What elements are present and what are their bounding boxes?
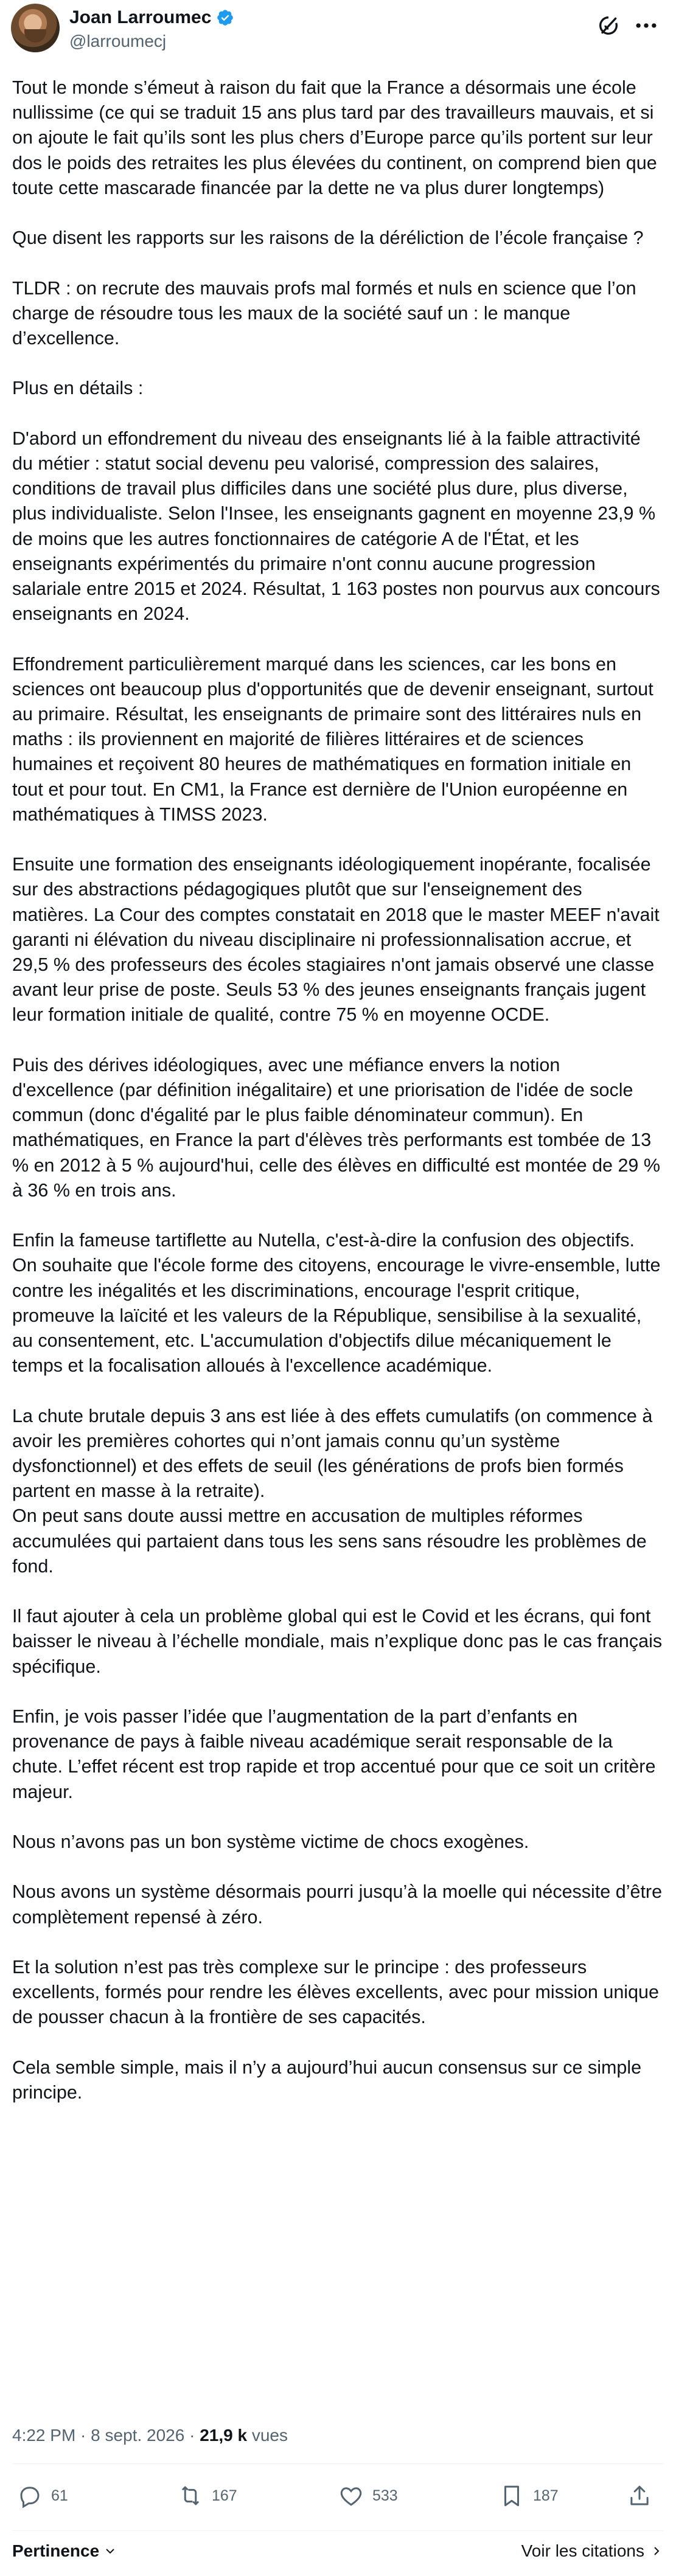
reply-button[interactable] <box>17 2483 68 2508</box>
views-label: vues <box>247 2426 288 2445</box>
sort-label: Pertinence <box>12 2541 100 2560</box>
share-icon <box>627 2483 652 2508</box>
tweet-paragraph: Cela semble simple, mais il n’y a aujourd’hui aucun consensus sur ce simple principe. <box>12 2057 642 2103</box>
chevron-right-icon <box>649 2544 664 2558</box>
like-icon <box>338 2483 364 2508</box>
avatar-detail <box>24 29 46 43</box>
divider <box>12 2530 664 2531</box>
tweet-paragraph: Nous avons un système désormais pourri jusqu’à la moelle qui nécessite d’être complètement repensé à zéro. <box>12 1881 663 1928</box>
tweet-paragraph: Et la solution n’est pas très complexe sur le principe : des professeurs excellents, formés pour rendre les élèves excellents, avec pour mission unique de pousser chacun à la frontière de ses capacités. <box>12 1957 659 2028</box>
tweet-paragraph: Que disent les rapports sur les raisons de la déréliction de l’école française ? <box>12 227 644 249</box>
retweet-icon <box>178 2483 203 2508</box>
tweet-paragraph: TLDR : on recrute des mauvais profs mal formés et nuls en science que l’on charge de résoudre tous les maux de la société sauf un : le manque d’excellence. <box>12 277 636 349</box>
tweet-paragraph: Ensuite une formation des enseignants idéologiquement inopérante, focalisée sur des abstractions pédagogiques plutôt que sur l'enseignement des matières. La Cour des comptes constatait en 2018 que le master MEEF n'avait garanti ni élévation du niveau disciplinaire ni professionnalisation accrue, et 29,5 % des professeurs des écoles stagiaires n'ont jamais observé une classe avant leur prise de poste. Seuls 53 % des jeunes enseignants français jugent leur formation initiale de qualité, contre 75 % en moyenne OCDE. <box>12 854 660 1026</box>
like-button[interactable] <box>338 2483 398 2508</box>
retweet-count: 167 <box>212 2487 237 2504</box>
reply-count: 61 <box>51 2487 68 2504</box>
tweet-paragraph: Effondrement particulièrement marqué dans les sciences, car les bons en sciences ont beaucoup plus d'opportunités que de devenir enseignant, surtout au primaire. Résultat, les enseignants de primaire sont des littéraires nuls en maths : ils proviennent en majorité de filières littéraires et de sciences humaines et reçoivent 80 heures de mathématiques en formation initiale en tout et pour tout. En CM1, la France est dernière de l'Union européenne en mathématiques à TIMSS 2023. <box>12 653 653 825</box>
tweet-meta <box>12 2426 288 2445</box>
like-count: 533 <box>372 2487 398 2504</box>
share-button[interactable] <box>627 2483 652 2508</box>
chevron-down-icon <box>103 2544 117 2558</box>
more-options-icon[interactable] <box>633 12 660 39</box>
meta-separator: · <box>75 2426 91 2445</box>
author-display-name[interactable]: Joan Larroumec <box>69 7 212 27</box>
tweet-paragraph: Enfin la fameuse tartiflette au Nutella, c'est-à-dire la confusion des objectifs. On souhaite que l'école forme des citoyens, encourage le vivre-ensemble, lutte contre les inégalités et les discriminations, encourage l'esprit critique, promeuve la laïcité et les valeurs de la République, sensibilise à la sexualité, au consentement, etc. L'accumulation d'objectifs dilue mécaniquement le temps et la focalisation alloués à l'excellence académique. <box>12 1230 661 1377</box>
author-name-row[interactable] <box>69 7 234 28</box>
tweet-paragraph: Tout le monde s’émeut à raison du fait que la France a désormais une école nullissime (ce qui se traduit 15 ans plus tard par des travailleurs mauvais, et si on ajoute le fait qu’ils sont les plus chers d’Europe parce qu’ils portent sur leur dos le poids des retraites les plus élevées du continent, on comprend bien que toute cette mascarade financée par la dette ne va plus durer longtemps) <box>12 77 657 198</box>
avatar[interactable] <box>11 4 60 52</box>
tweet-time[interactable]: 4:22 PM <box>12 2426 76 2445</box>
bookmark-button[interactable] <box>499 2483 559 2508</box>
tweet-text <box>12 75 663 2130</box>
tweet-date[interactable]: 8 sept. 2026 <box>91 2426 185 2445</box>
quotes-label: Voir les citations <box>521 2541 644 2560</box>
author-handle[interactable]: @larroumecj <box>69 32 167 50</box>
tweet-paragraph: Puis des dérives idéologiques, avec une méfiance envers la notion d'excellence (par définition inégalitaire) et une priorisation de l'idée de socle commun (donc d'égalité par le plus faible dénominateur commun). En mathématiques, en France la part d'élèves très performants est tombée de 13 % en 2012 à 5 % aujourd'hui, celle des élèves en difficulté est montée de 29 % à 36 % en trois ans. <box>12 1054 660 1201</box>
tweet-paragraph: Plus en détails : <box>12 378 144 399</box>
sort-replies-button[interactable] <box>12 2541 117 2561</box>
tweet-header <box>0 0 676 61</box>
replies-toolbar <box>12 2541 664 2572</box>
tweet-paragraph: Enfin, je vois passer l’idée que l’augmentation de la part d’enfants en provenance de pays à faible niveau académique serait responsable de la chute. L’effet récent est trop rapide et trop accentué pour que ce soit un critère majeur. <box>12 1706 656 1802</box>
bookmark-icon <box>499 2483 524 2508</box>
views-count[interactable]: 21,9 k <box>200 2426 248 2445</box>
meta-separator: · <box>184 2426 200 2445</box>
verified-badge-icon <box>216 9 234 27</box>
tweet-paragraph: La chute brutale depuis 3 ans est liée à des effets cumulatifs (on commence à avoir les premières cohortes qui n’ont jamais connu qu’un système dysfonctionnel) et des effets de seuil (les générations de profs bien formés partent en masse à la retraite). On peut sans doute aussi mettre en accusation de multiples réformes accumulées qui partaient dans tous les sens sans résoudre les problèmes de fond. <box>12 1405 653 1577</box>
reply-icon <box>17 2483 43 2508</box>
tweet-paragraph: Nous n’avons pas un bon système victime de chocs exogènes. <box>12 1831 529 1853</box>
bookmark-count: 187 <box>533 2487 559 2504</box>
divider <box>12 2463 664 2464</box>
retweet-button[interactable] <box>178 2483 237 2508</box>
tweet-paragraph: Il faut ajouter à cela un problème global qui est le Covid et les écrans, qui font baisser le niveau à l’échelle mondiale, mais n’explique donc pas le cas français spécifique. <box>12 1606 663 1677</box>
grok-icon[interactable] <box>596 13 621 38</box>
action-bar <box>12 2474 664 2523</box>
view-quotes-link[interactable] <box>521 2541 664 2561</box>
tweet-paragraph: D'abord un effondrement du niveau des enseignants lié à la faible attractivité du métier : statut social devenu peu valorisé, compression des salaires, conditions de travail plus difficiles dans une société plus dure, plus diverse, plus individualiste. Selon l'Insee, les enseignants gagnent en moyenne 23,9 % de moins que les autres fonctionnaires de catégorie A de l'État, et les enseignants expérimentés du primaire n'ont connu aucune progression salariale entre 2015 et 2024. Résultat, 1 163 postes non pourvus aux concours enseignants en 2024. <box>12 428 660 625</box>
